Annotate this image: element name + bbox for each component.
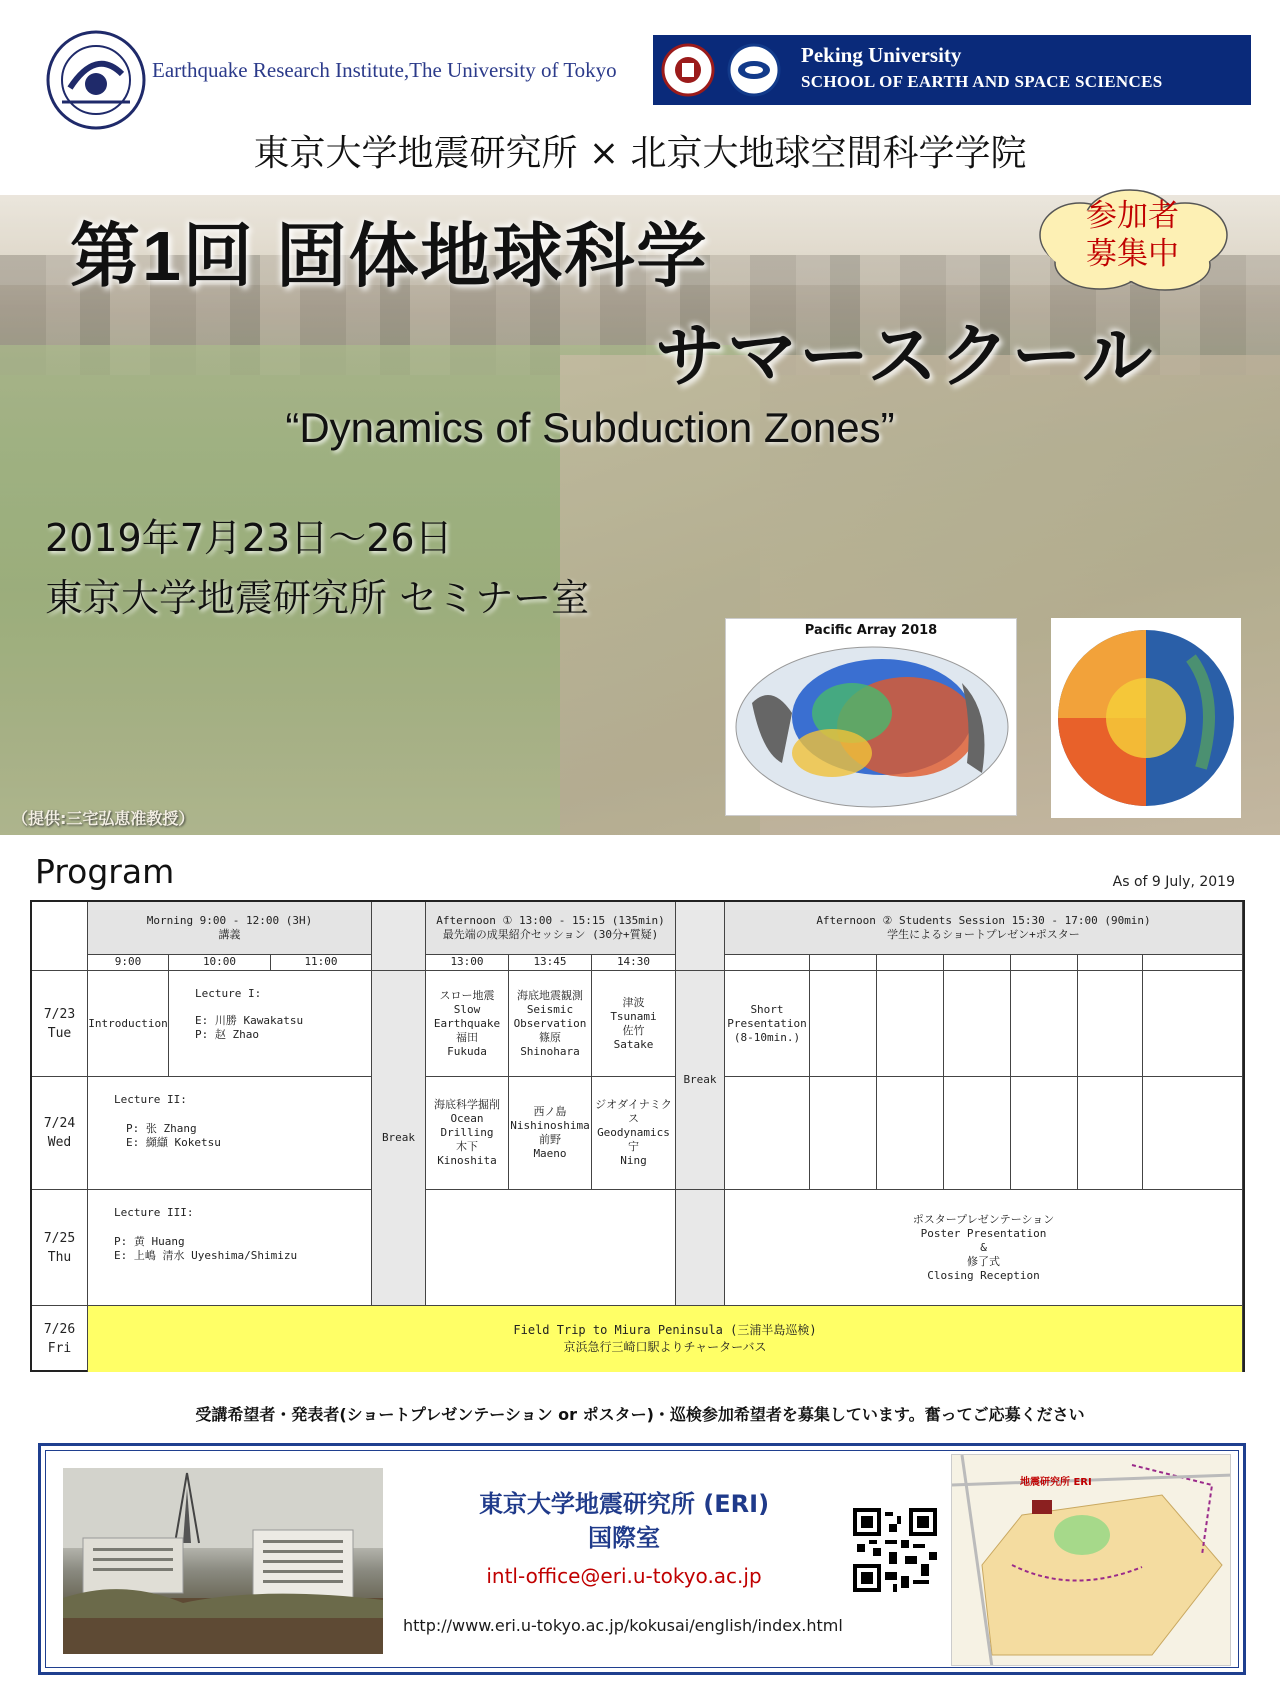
qr-code-icon (853, 1508, 937, 1592)
event-subtitle: “Dynamics of Subduction Zones” (285, 404, 895, 451)
talk-cell: 海底科学掘削 Ocean Drilling 木下 Kinoshita (426, 1077, 509, 1190)
pku-name: Peking University (801, 43, 962, 67)
campus-area-map (951, 1454, 1231, 1666)
day-label: 7/26 Fri (32, 1306, 88, 1372)
short-presentation-cell: Short Presentation (8-10min.) (725, 971, 810, 1077)
lecture-3-cell: Lecture III: P: 黄 Huang E: 上嶋 清水 Uyeshima/Shimizu (88, 1190, 372, 1306)
field-trip-cell: Field Trip to Miura Peninsula (三浦半島巡検) 京浜急行三崎口駅よりチャーターバス (88, 1306, 1243, 1372)
day-label: 7/24 Wed (32, 1077, 88, 1190)
earth-interior-figure (1051, 618, 1241, 818)
talk-cell: 海底地震観測 Seismic Observation 篠原 Shinohara (509, 971, 592, 1077)
pacific-array-map: Pacific Array 2018 (725, 618, 1017, 816)
day-label: 7/23 Tue (32, 971, 88, 1077)
photo-credit: （提供:三宅弘恵准教授） (12, 809, 195, 828)
eri-logo-icon (40, 28, 152, 132)
talk-cell: スロー地震 Slow Earthquake 福田 Fukuda (426, 971, 509, 1077)
recruiting-badge: 参加者 募集中 (1086, 198, 1179, 272)
contact-email-link[interactable]: intl-office@eri.u-tokyo.ac.jp (486, 1564, 762, 1588)
pacific-map-icon (732, 643, 1012, 811)
break-1: Break (372, 971, 426, 1306)
morning-header: Morning 9:00 - 12:00 (3H) 講義 (88, 902, 372, 955)
building-photo-icon (63, 1468, 383, 1654)
website-url-link[interactable]: http://www.eri.u-tokyo.ac.jp/kokusai/english/index.html (403, 1616, 843, 1635)
eri-building-photo (63, 1468, 383, 1654)
event-title-2: サマースクール (655, 317, 1155, 395)
afternoon2-header: Afternoon ② Students Session 15:30 - 17:00 (90min) 学生によるショートプレゼン+ポスター (725, 902, 1243, 955)
eri-contact-title: 東京大学地震研究所 (ERI) (478, 1490, 770, 1518)
introduction-cell: Introduction (88, 971, 169, 1077)
as-of-date: As of 9 July, 2019 (1112, 874, 1235, 890)
pku-banner (653, 35, 1251, 105)
sess-seal-icon (727, 43, 781, 97)
lecture-2-cell: Lecture II: P: 张 Zhang E: 纐纈 Koketsu (88, 1077, 372, 1190)
earth-interior-icon (1051, 618, 1241, 818)
campus-map-label: 地震研究所 ERI (1020, 1477, 1092, 1488)
schedule-table: Morning 9:00 - 12:00 (3H) 講義 9:00 10:00 11:00 Break Afternoon ① 13:00 - 15:15 (135min) 最先端の成果紹介セッション (30分+質疑) 13:00 13:45 14:30 Break Afternoon ② Students Session 15:30 - 17:00 (90min) 学生によるショートプレゼン+ポスター 7/23 Tue Introduction Lecture I: E: 川勝 Kawakatsu P: 赵 Zhao スロー地震 Slow Earthquake 福田 Fukuda 海底地震観測 Seismic Observation 篠原 Shinohara 津波 Tsunami 佐竹 Satake Short Presentation (8-10min.) 7/24 Wed Lecture II: P: 张 Zhang E: 纐纈 Koketsu 海底科学掘削 Ocean Drilling 木下 Kinoshita 西ノ島 Nishinoshima 前野 Maeno ジオダイナミクス Geodynamics 宁 Ning 7/25 Thu Lecture III: P: 黄 Huang E: 上嶋 清水 Uyeshima/Shimizu ポスタープレゼンテーション Poster Presentation & 修了式 Closing Reception 7/26 Fri Field Trip to Miura Peninsula (三浦半島巡検) 京浜急行三崎口駅よりチャーターバス (30, 900, 1245, 1372)
eri-institute-name: Earthquake Research Institute,The University of Tokyo (152, 58, 617, 82)
day-label: 7/25 Thu (32, 1190, 88, 1306)
talk-cell: 津波 Tsunami 佐竹 Satake (592, 971, 676, 1077)
event-venue: 東京大学地震研究所 セミナー室 (45, 576, 590, 620)
talk-cell: ジオダイナミクス Geodynamics 宁 Ning (592, 1077, 676, 1190)
break-2: Break (676, 971, 725, 1190)
header (0, 0, 1280, 195)
event-title: 第1回 固体地球科学 (70, 217, 709, 295)
recruitment-notice: 受講希望者・発表者(ショートプレゼンテーション or ポスター)・巡検参加希望者を募集しています。奮ってご応募ください (195, 1405, 1085, 1424)
lecture-1-cell: Lecture I: E: 川勝 Kawakatsu P: 赵 Zhao (169, 971, 372, 1077)
pku-school: SCHOOL OF EARTH AND SPACE SCIENCES (801, 72, 1163, 91)
event-date: 2019年7月23日～26日 (45, 516, 453, 560)
afternoon1-header: Afternoon ① 13:00 - 15:15 (135min) 最先端の成果紹介セッション (30分+質疑) (426, 902, 676, 955)
pku-seal-icon (661, 43, 715, 97)
talk-cell: 西ノ島 Nishinoshima 前野 Maeno (509, 1077, 592, 1190)
contact-box (38, 1443, 1246, 1675)
eri-international-office: 国際室 (588, 1524, 660, 1552)
program-title: Program (35, 852, 175, 891)
collaboration-title: 東京大学地震研究所 × 北京大地球空間科学学院 (253, 133, 1027, 174)
poster-session-cell: ポスタープレゼンテーション Poster Presentation & 修了式 Closing Reception (725, 1190, 1243, 1306)
